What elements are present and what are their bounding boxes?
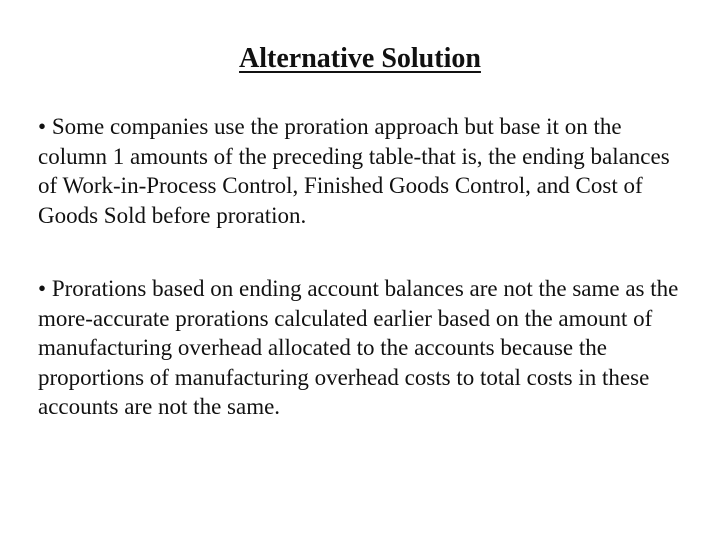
bullet-item (38, 112, 688, 230)
bullet-marker: • (38, 276, 47, 301)
bullet-item (38, 274, 688, 422)
slide-title-text: Alternative Solution (239, 43, 481, 74)
slide-title (0, 42, 720, 76)
bullet-text: Prorations based on ending account balances are not the same as the more-accurate prorations calculated earlier based on the amount of manufacturing overhead allocated to the accounts because the proportions of manufacturing overhead costs to total costs in these accounts are not the same. (38, 276, 679, 419)
bullet-list (38, 112, 688, 422)
bullet-text: Some companies use the proration approach but base it on the column 1 amounts of the preceding table-that is, the ending balances of Work-in-Process Control, Finished Goods Control, and Cost of Goods Sold before proration. (38, 114, 670, 228)
bullet-marker: • (38, 114, 47, 139)
